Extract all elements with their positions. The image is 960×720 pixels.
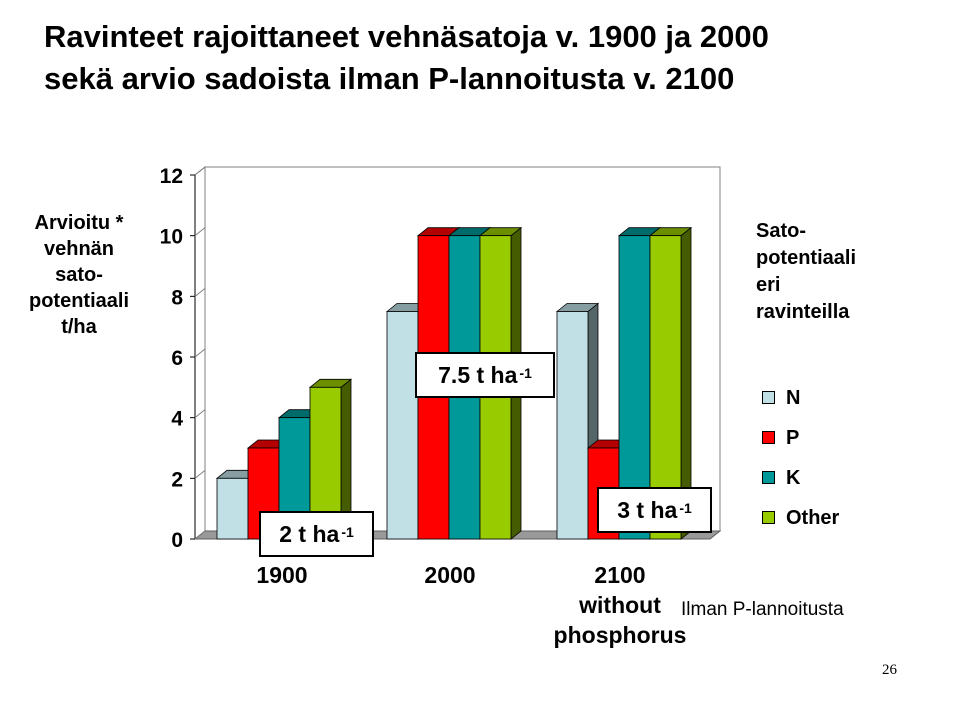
legend-label-other: Other [786, 507, 840, 529]
y-label-line: sato- [55, 264, 103, 286]
title-line-1: Ravinteet rajoittaneet vehnäsatoja v. 1900 ja 2000 [44, 19, 769, 54]
y-label-line: t/ha [61, 316, 97, 338]
legend-swatch-p [762, 431, 775, 444]
callout-2100: 3 t ha $^{-1}$ [597, 487, 712, 533]
x-category-2100: 2100 without phosphorus [553, 562, 687, 648]
callout-2000: 7.5 t ha $^{-1}$ [415, 352, 555, 398]
bar-front [217, 478, 248, 539]
y-tick-label: 2 [171, 468, 183, 492]
legend-swatch-other [762, 511, 775, 524]
legend-label-p: P [786, 427, 800, 449]
legend-title-line: potentiaali [756, 247, 857, 269]
y-tick-label: 10 [159, 225, 183, 249]
footnote: Ilman P-lannoitusta [681, 599, 844, 620]
bar-front [557, 312, 588, 540]
y-label-line: Arvioitu * [34, 212, 124, 234]
legend-label-k: K [786, 467, 801, 489]
y-tick-label: 0 [171, 529, 183, 552]
y-label-line: vehnän [43, 238, 115, 260]
legend-swatch-k [762, 471, 775, 484]
y-label-line: potentiaali [28, 290, 129, 312]
callout-1900: 2 t ha $^{-1}$ [259, 511, 374, 557]
legend-title [756, 218, 856, 326]
legend-label-n: N [786, 387, 801, 409]
y-tick-label: 8 [171, 286, 183, 310]
page-number: 26 [882, 662, 897, 678]
y-tick-label: 6 [171, 347, 183, 370]
legend-swatch-n [762, 391, 775, 404]
x-category-1900: 1900 [256, 562, 308, 588]
x-category-2000: 2000 [424, 562, 476, 588]
legend-title-line: Sato- [756, 220, 806, 242]
title-line-2: sekä arvio sadoista ilman P-lannoitusta v. 2100 [44, 61, 735, 96]
y-tick-label: 12 [159, 165, 183, 188]
bar-front [387, 312, 418, 540]
legend-title-line: ravinteilla [756, 301, 850, 323]
legend-title-line: eri [756, 274, 781, 296]
y-tick-label: 4 [171, 407, 183, 431]
